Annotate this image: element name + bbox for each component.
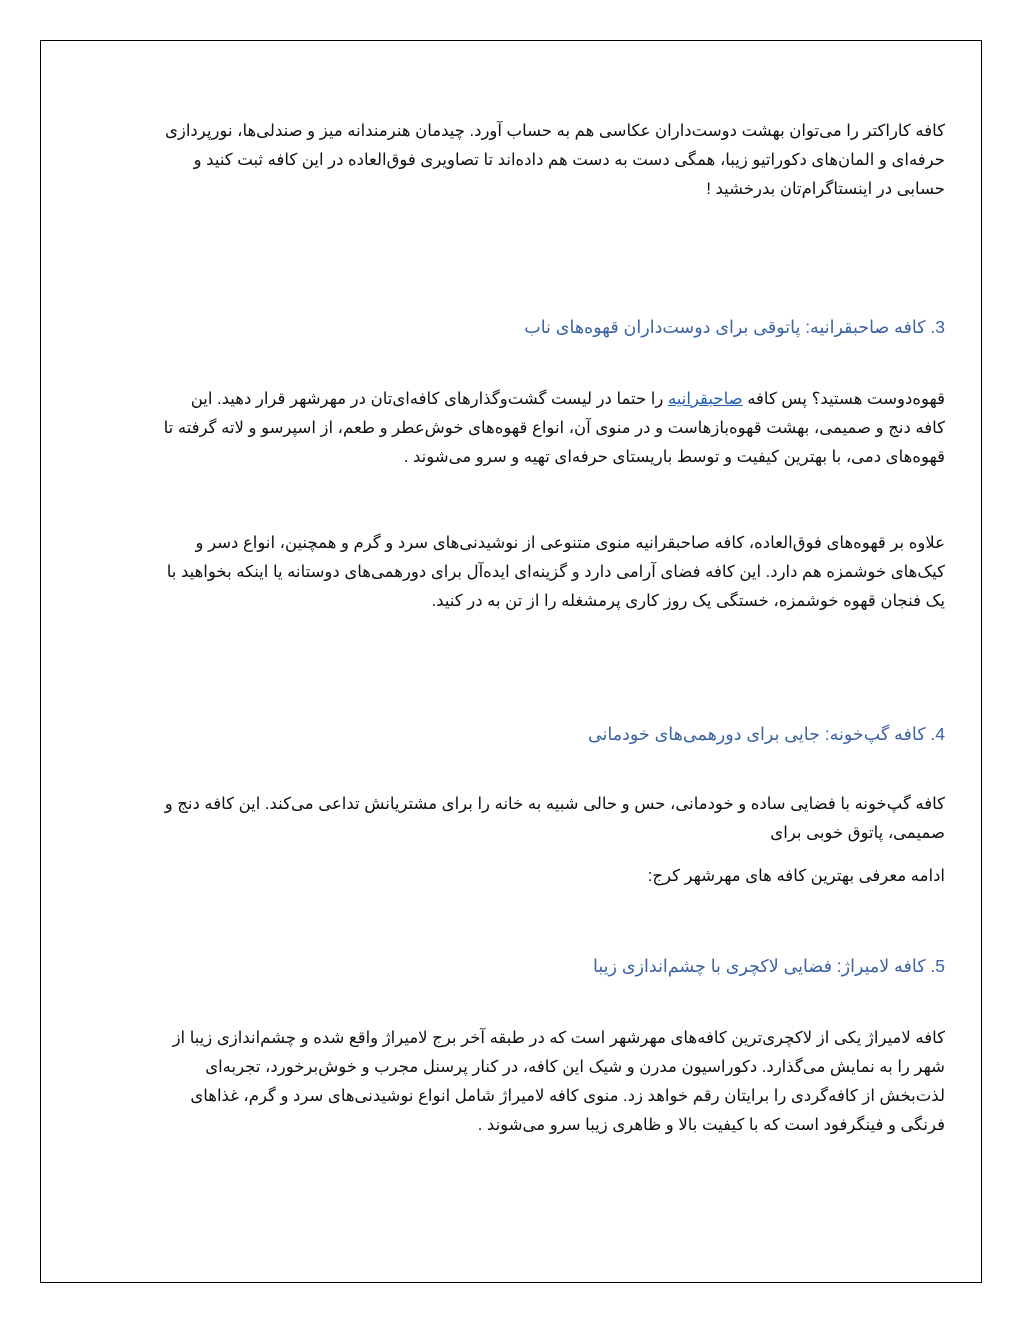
paragraph-continue-list: ادامه معرفی بهترین کافه های مهرشهر کرج: bbox=[647, 867, 945, 885]
paragraph-text-after-link: را حتما در لیست گشت‌وگذارهای کافه‌ای‌تان در مهرشهر قرار دهید. این کافه دنج و صمیمی، بهشت قهوه‌بازهاست و در منوی آن، انواع قهوه‌های خوش‌عطر و طعم، از اسپرسو و لاته گرفته تا قهوه‌های دمی، با بهترین کیفیت و توسط باریستای حرفه‌ای تهیه و سرو می‌شوند . bbox=[163, 390, 945, 466]
paragraph-gapkhooneh: کافه گپ‌خونه با فضایی ساده و خودمانی، حس و حالی شبیه به خانه را برای مشتریانش تداعی می‌کند. این کافه دنج و صمیمی، پاتوق خوبی برای bbox=[164, 795, 945, 842]
heading-cafe-gapkhooneh: 4. کافه گپ‌خونه: جایی برای دورهمی‌های خودمانی bbox=[587, 724, 945, 744]
heading-cafe-sahebgharanieh: 3. کافه صاحبقرانیه: پاتوقی برای دوست‌داران قهوه‌های ناب bbox=[524, 317, 945, 337]
paragraph-text-before-link: قهوه‌دوست هستید؟ پس کافه bbox=[742, 390, 945, 408]
paragraph-sahebgharanieh-menu: علاوه بر قهوه‌های فوق‌العاده، کافه صاحبقرانیه منوی متنوعی از نوشیدنی‌های سرد و گرم و همچنین، انواع دسر و کیک‌های خوشمزه هم دارد. این کافه فضای آرامی دارد و گزینه‌ای ایده‌آل برای دورهمی‌های دوستانه یا اینکه بخواهید با یک فنجان قهوه خوشمزه، خستگی یک روز کاری پرمشغله را از تن به در کنید. bbox=[166, 534, 945, 610]
heading-cafe-lamiraj: 5. کافه لامیراژ: فضایی لاکچری با چشم‌اندازی زیبا bbox=[593, 956, 945, 976]
document-page bbox=[40, 40, 982, 1283]
document-content bbox=[161, 117, 945, 1140]
paragraph-sahebgharanieh-intro bbox=[161, 385, 945, 472]
paragraph-cafe-character: کافه کاراکتر را می‌توان بهشت دوست‌داران عکاسی هم به حساب آورد. چیدمان هنرمندانه میز و صندلی‌ها، نورپردازی حرفه‌ای و المان‌های دکوراتیو زیبا، همگی دست به دست هم داده‌اند تا تصاویری فوق‌العاده در این کافه ثبت کنید و حسابی در اینستاگرام‌تان بدرخشید ! bbox=[164, 122, 945, 198]
paragraph-lamiraj: کافه لامیراژ یکی از لاکچری‌ترین کافه‌های مهرشهر است که در طبقه آخر برج لامیراژ واقع شده و چشم‌اندازی زیبا از شهر را به نمایش می‌گذارد. دکوراسیون مدرن و شیک این کافه، در کنار پرسنل مجرب و خوش‌برخورد، تجربه‌ای لذت‌بخش از کافه‌گردی را برایتان رقم خواهد زد. منوی کافه لامیراژ شامل انواع نوشیدنی‌های سرد و گرم، غذاهای فرنگی و فینگرفود است که با کیفیت بالا و ظاهری زیبا سرو می‌شوند . bbox=[172, 1029, 945, 1134]
sahebgharanieh-link[interactable]: صاحبقرانیه bbox=[667, 390, 743, 408]
